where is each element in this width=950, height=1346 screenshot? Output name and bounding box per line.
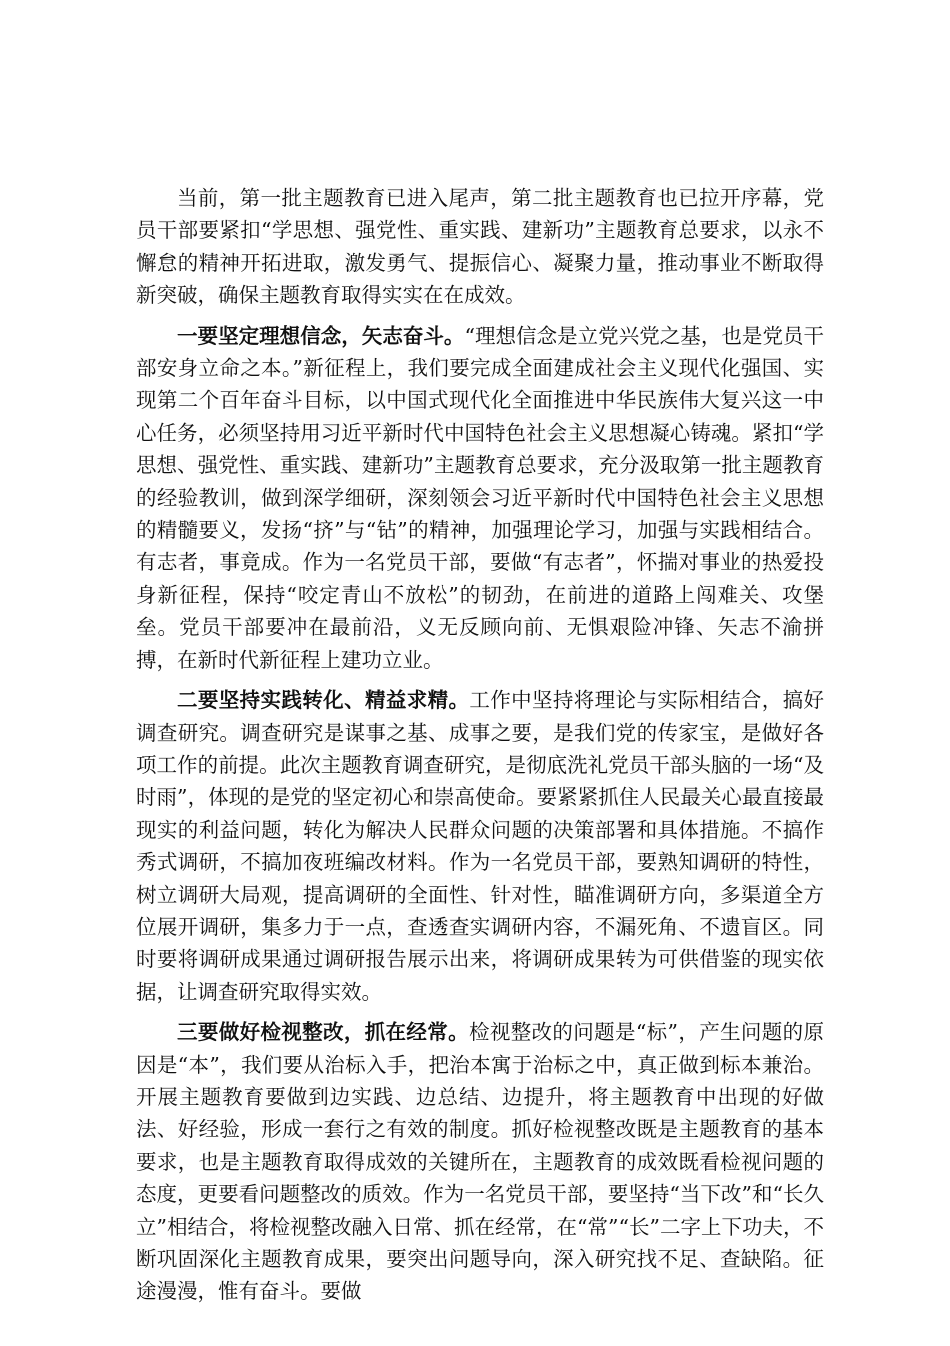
section-heading: 一要坚定理想信念，矢志奋斗。 (177, 323, 465, 348)
section-paragraph-2 (136, 684, 824, 1008)
section-heading: 二要坚持实践转化、精益求精。 (177, 688, 470, 713)
intro-text: 当前，第一批主题教育已进入尾声，第二批主题教育也已拉开序幕，党员干部要紧扣“学思想、强党性、重实践、建新功”主题教育总要求，以永不懈怠的精神开拓进取，激发勇气、提振信心、凝聚力量，推动事业不断取得新突破，确保主题教育取得实实在在成效。 (136, 186, 824, 308)
section-paragraph-3 (136, 1016, 824, 1308)
section-heading: 三要做好检视整改，抓在经常。 (177, 1020, 469, 1045)
section-body: 工作中坚持将理论与实际相结合，搞好调查研究。调查研究是谋事之基、成事之要，是我们党的传家宝，是做好各项工作的前提。此次主题教育调查研究，是彻底洗礼党员干部头脑的一场“及时雨”，体现的是党的坚定初心和崇高使命。要紧紧抓住人民最关心最直接最现实的利益问题，转化为解决人民群众问题的决策部署和具体措施。不搞作秀式调研，不搞加夜班编改材料。作为一名党员干部，要熟知调研的特性，树立调研大局观，提高调研的全面性、针对性，瞄准调研方向，多渠道全方位展开调研，集多力于一点，查透查实调研内容，不漏死角、不遗盲区。同时要将调研成果通过调研报告展示出来，将调研成果转为可供借鉴的现实依据，让调查研究取得实效。 (136, 688, 825, 1004)
section-body: “理想信念是立党兴党之基，也是党员干部安身立命之本。”新征程上，我们要完成全面建成社会主义现代化强国、实现第二个百年奋斗目标，以中国式现代化全面推进中华民族伟大复兴这一中心任务，必须坚持用习近平新时代中国特色社会主义思想凝心铸魂。紧扣“学思想、强党性、重实践、建新功”主题教育总要求，充分汲取第一批主题教育的经验教训，做到深学细研，深刻领会习近平新时代中国特色社会主义思想的精髓要义，发扬“挤”与“钻”的精神，加强理论学习，加强与实践相结合。有志者，事竟成。作为一名党员干部，要做“有志者”，怀揣对事业的热爱投身新征程，保持“咬定青山不放松”的韧劲，在前进的道路上闯难关、攻堡垒。党员干部要冲在最前沿，义无反顾向前、无惧艰险冲锋、矢志不渝拼搏，在新时代新征程上建功立业。 (136, 323, 825, 672)
intro-paragraph (136, 182, 824, 312)
section-body: 检视整改的问题是“标”，产生问题的原因是“本”，我们要从治标入手，把治本寓于治标之中，真正做到标本兼治。开展主题教育要做到边实践、边总结、边提升，将主题教育中出现的好做法、好经验，形成一套行之有效的制度。抓好检视整改既是主题教育的基本要求，也是主题教育取得成效的关键所在，主题教育的成效既看检视问题的态度，更要看问题整改的质效。作为一名党员干部，要坚持“当下改”和“长久立”相结合，将检视整改融入日常、抓在经常，在“常”“长”二字上下功夫，不断巩固深化主题教育成果，要突出问题导向，深入研究找不足、查缺陷。征途漫漫，惟有奋斗。要做 (136, 1020, 824, 1304)
document-body (136, 182, 824, 1316)
section-paragraph-1 (136, 320, 824, 676)
